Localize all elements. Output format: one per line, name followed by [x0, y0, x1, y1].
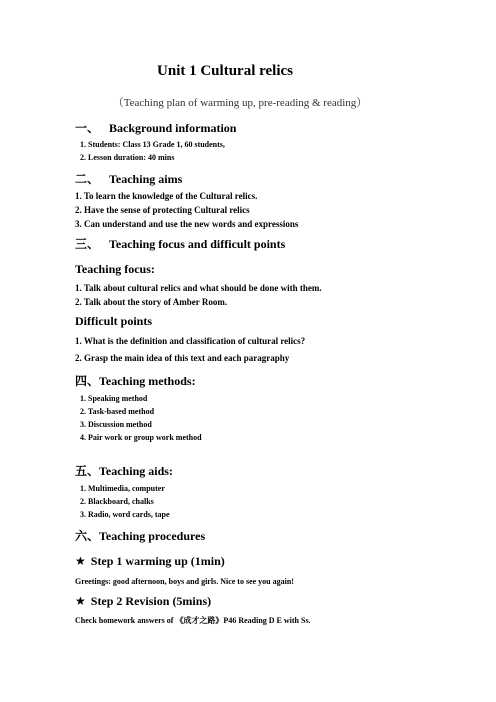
subheading-difficult-points: Difficult points	[75, 314, 153, 328]
section-heading-aids: 五、Teaching aids:	[75, 464, 173, 478]
list-item: 1. Multimedia, computer	[80, 484, 165, 493]
list-item: 1. Speaking method	[80, 394, 148, 403]
list-item: 1. What is the definition and classification of cultural relics?	[75, 336, 306, 346]
star-icon: ★	[75, 554, 86, 568]
list-item: 2. Grasp the main idea of this text and each paragraphy	[75, 353, 290, 363]
list-item: 2. Lesson duration: 40 mins	[80, 153, 175, 162]
list-item: 3. Discussion method	[80, 420, 152, 429]
section-heading-methods: 四、Teaching methods:	[75, 374, 196, 388]
list-item: 1. To learn the knowledge of the Cultural relics.	[75, 191, 258, 201]
list-item: 2. Talk about the story of Amber Room.	[75, 297, 228, 307]
list-item: 3. Radio, word cards, tape	[80, 510, 170, 519]
section-number: 一、	[75, 121, 100, 135]
list-item: 4. Pair work or group work method	[80, 433, 202, 442]
section-heading-background	[75, 119, 236, 136]
list-item: 2. Have the sense of protecting Cultural relics	[75, 205, 250, 215]
step-title: Step 1 warming up (1min)	[90, 554, 225, 568]
section-title: Teaching focus and difficult points	[109, 237, 286, 251]
section-number: 二、	[75, 172, 100, 186]
step-heading	[75, 594, 211, 609]
step-title: Step 2 Revision (5mins)	[90, 594, 212, 608]
section-heading-focus	[75, 235, 285, 252]
step-text: Greetings: good afternoon, boys and girls. Nice to see you again!	[75, 577, 294, 586]
subheading-teaching-focus: Teaching focus:	[75, 262, 155, 276]
step-text: Check homework answers of 《成才之路》P46 Reading D E with Ss.	[75, 616, 311, 625]
star-icon: ★	[75, 594, 86, 608]
section-title: Background information	[109, 121, 237, 135]
document-title: Unit 1 Cultural relics	[157, 63, 293, 79]
list-item: 1. Students: Class 13 Grade 1, 60 students,	[80, 140, 225, 149]
list-item: 2. Task-based method	[80, 407, 155, 416]
list-item: 1. Talk about cultural relics and what should be done with them.	[75, 283, 322, 293]
step-heading	[75, 554, 225, 569]
list-item: 2. Blackboard, chalks	[80, 497, 154, 506]
section-title: Teaching aims	[109, 172, 183, 186]
list-item: 3. Can understand and use the new words and expressions	[75, 219, 299, 229]
section-number: 三、	[75, 237, 100, 251]
section-heading-procedures: 六、Teaching procedures	[75, 529, 206, 543]
document-subtitle: （Teaching plan of warming up, pre-reading & reading）	[112, 97, 368, 109]
section-heading-aims	[75, 170, 182, 187]
